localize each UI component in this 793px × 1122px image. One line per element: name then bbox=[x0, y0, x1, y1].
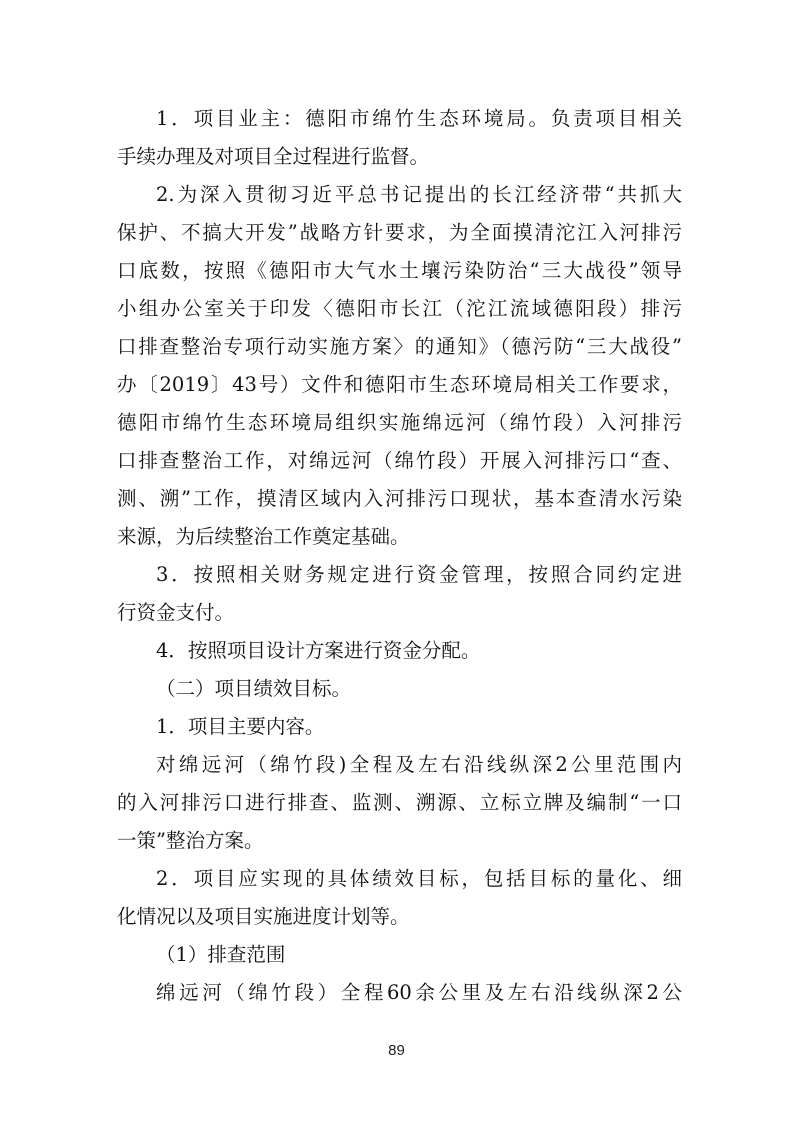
text-line: 一策”整治方案。 bbox=[117, 829, 264, 852]
text-line: （二）项目绩效目标。 bbox=[156, 677, 352, 700]
text-line: 口排查整治专项行动实施方案〉的通知》（德污防“三大战役” bbox=[117, 335, 682, 358]
text-line: 小组办公室关于印发〈德阳市长江（沱江流域德阳段）排污 bbox=[117, 297, 682, 320]
text-line: 3．按照相关财务规定进行资金管理，按照合同约定进 bbox=[156, 563, 682, 586]
text-line: 1．项目主要内容。 bbox=[156, 715, 325, 738]
text-line: 行资金支付。 bbox=[117, 601, 235, 624]
text-line: 手续办理及对项目全过程进行监督。 bbox=[117, 145, 430, 168]
text-line: 办〔2019〕43号）文件和德阳市生态环境局相关工作要求， bbox=[117, 373, 682, 396]
text-line: 绵远河（绵竹段）全程60余公里及左右沿线纵深2公 bbox=[156, 981, 682, 1004]
text-line: 德阳市绵竹生态环境局组织实施绵远河（绵竹段）入河排污 bbox=[117, 411, 682, 434]
page-number: 89 bbox=[388, 1042, 405, 1059]
text-line: 口底数，按照《德阳市大气水土壤污染防治“三大战役”领导 bbox=[117, 259, 682, 282]
text-line: 口排查整治工作，对绵远河（绵竹段）开展入河排污口“查、 bbox=[117, 449, 682, 472]
text-line: 保护、不搞大开发”战略方针要求，为全面摸清沱江入河排污 bbox=[117, 221, 682, 244]
text-line: 4．按照项目设计方案进行资金分配。 bbox=[156, 639, 481, 662]
body-text bbox=[117, 100, 682, 1012]
text-line: 对绵远河（绵竹段)全程及左右沿线纵深2公里范围内 bbox=[156, 753, 682, 776]
text-line: 化情况以及项目实施进度计划等。 bbox=[117, 905, 410, 928]
text-line: （1）排查范围 bbox=[156, 943, 286, 966]
text-line: 2.为深入贯彻习近平总书记提出的长江经济带“共抓大 bbox=[156, 183, 682, 206]
text-line: 来源，为后续整治工作奠定基础。 bbox=[117, 525, 410, 548]
text-line: 测、溯”工作，摸清区域内入河排污口现状，基本查清水污染 bbox=[117, 487, 682, 510]
text-line: 1．项目业主：德阳市绵竹生态环境局。负责项目相关 bbox=[156, 107, 682, 130]
text-line: 2．项目应实现的具体绩效目标，包括目标的量化、细 bbox=[156, 867, 682, 890]
text-line: 的入河排污口进行排查、监测、溯源、立标立牌及编制“一口 bbox=[117, 791, 682, 814]
